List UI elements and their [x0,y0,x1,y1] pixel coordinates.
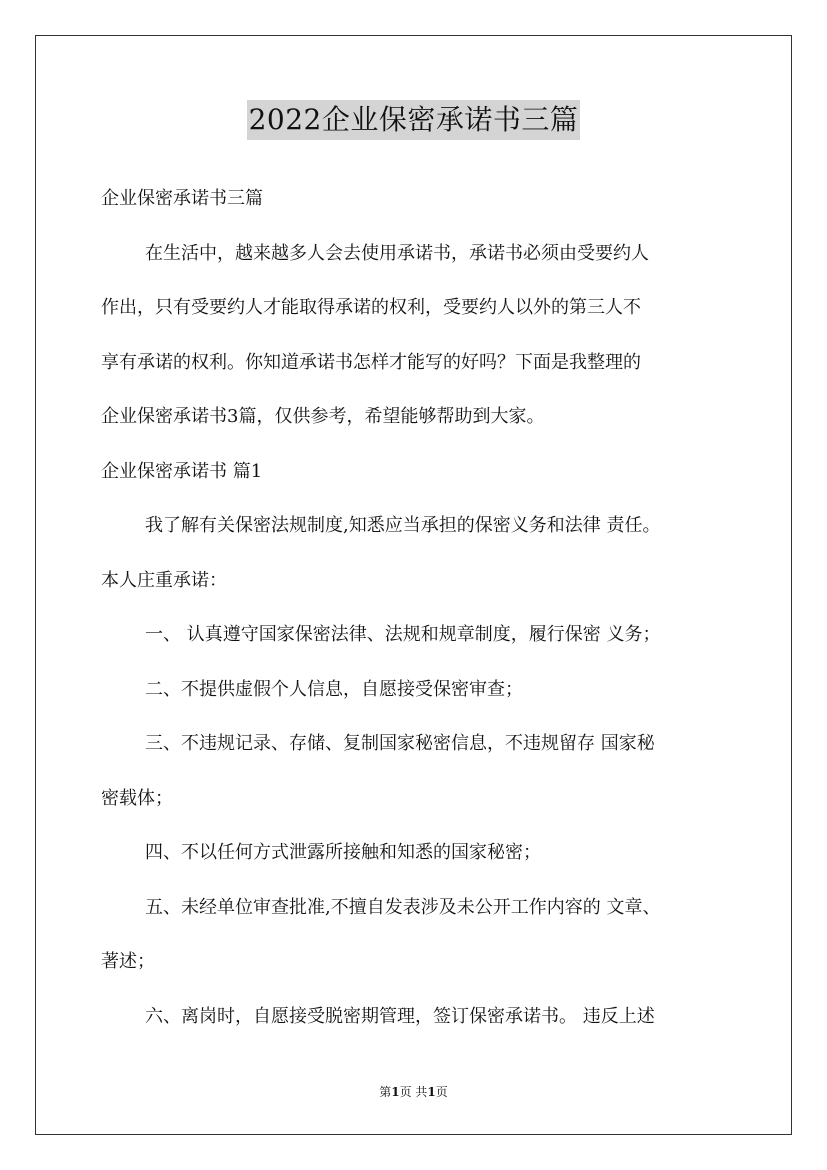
pledge-item: 四、不以任何方式泄露所接触和知悉的国家秘密； [145,842,541,863]
document-body [101,172,741,1044]
page-footer [0,1083,827,1101]
pledge-item: 五、未经单位审查批准,不擅自发表涉及未公开工作内容的 文章、 [145,896,661,918]
body-line: 作出，只有受要约人才能取得承诺的权利，受要约人以外的第三人不 [101,297,641,318]
footer-page-number: 1 [391,1085,400,1099]
pledge-item: 一、 认真遵守国家保密法律、法规和规章制度，履行保密 义务； [145,624,661,645]
body-line: 在生活中，越来越多人会去使用承诺书，承诺书必须由受要约人 [145,242,649,264]
body-line: 享有承诺的权利。你知道承诺书怎样才能写的好吗？下面是我整理的 [101,351,641,373]
footer-prefix: 第 [379,1085,392,1099]
pledge-item: 三、不违规记录、存储、复制国家秘密信息，不违规留存 国家秘 [145,733,655,754]
body-line: 著述； [101,951,155,972]
body-line: 企业保密承诺书三篇 [101,188,263,209]
body-line: 密载体； [101,787,173,809]
section-heading: 企业保密承诺书 篇1 [101,460,263,482]
body-line: 我了解有关保密法规制度,知悉应当承担的保密义务和法律 责任。 [145,515,661,536]
document-title: 2022企业保密承诺书三篇 [247,100,581,140]
pledge-item: 六、离岗时，自愿接受脱密期管理，签订保密承诺书。 违反上述 [145,1005,655,1027]
body-line: 本人庄重承诺： [101,569,227,591]
title-wrap [0,100,827,140]
footer-suffix: 页 [435,1085,448,1099]
pledge-item: 二、不提供虚假个人信息，自愿接受保密审查； [145,678,523,700]
footer-mid: 页 共 [399,1085,428,1099]
body-line: 企业保密承诺书3篇，仅供参考，希望能够帮助到大家。 [101,406,545,427]
footer-total-pages: 1 [427,1085,436,1099]
